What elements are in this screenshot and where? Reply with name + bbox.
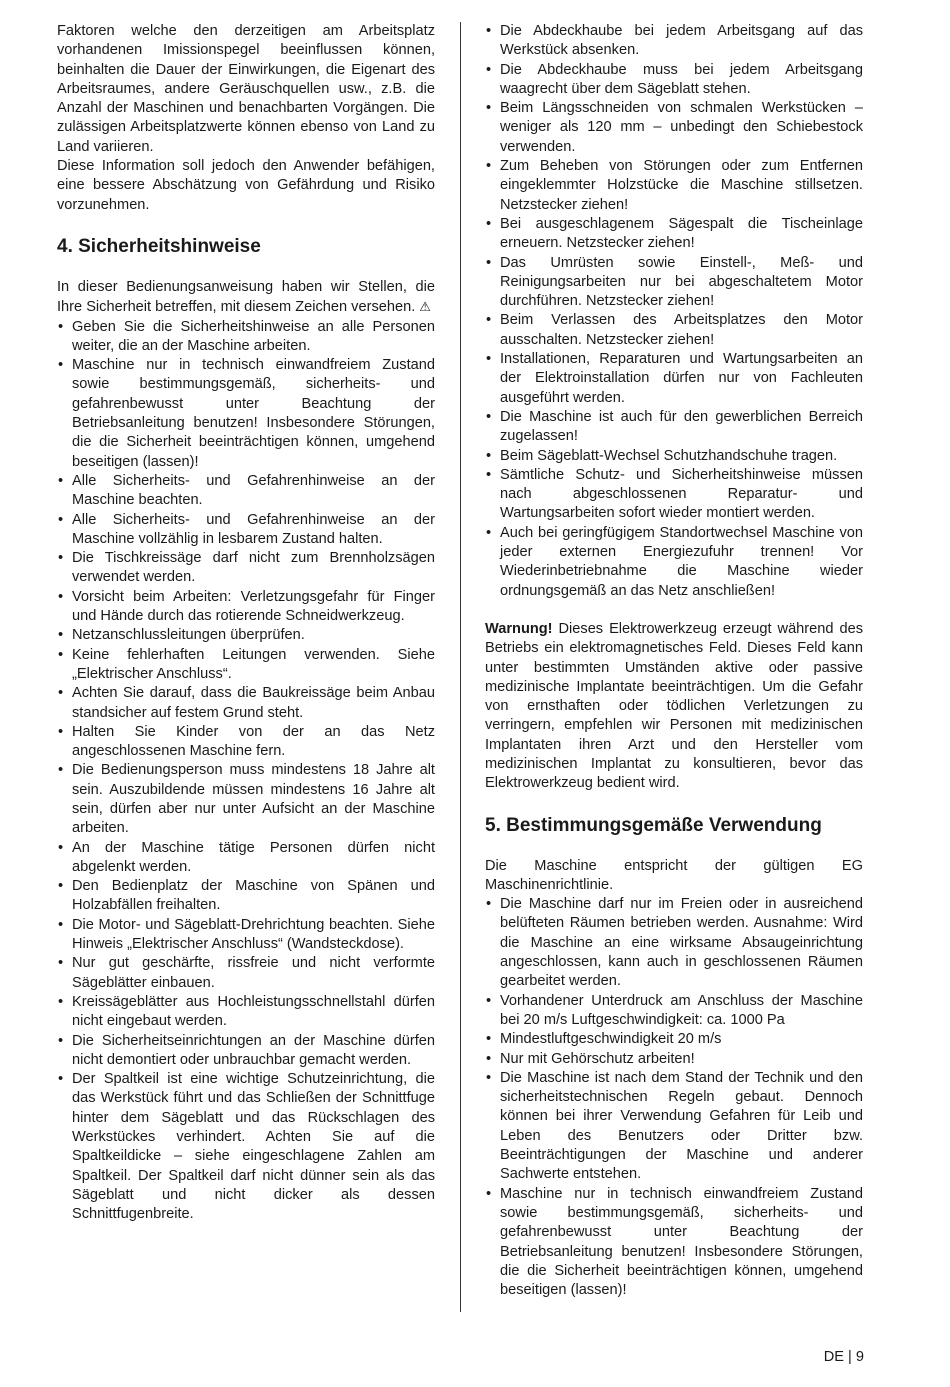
right-column <box>485 22 863 1300</box>
list-item: • Die Sicherheitseinrichtungen an der Maschine dürfen nicht demontiert oder unbrauchbar gemacht werden. <box>57 1032 435 1071</box>
list-item: • Alle Sicherheits- und Gefahrenhinweise an der Maschine beachten. <box>57 472 435 511</box>
intro-paragraph-1: Faktoren welche den derzeitigen am Arbeitsplatz vorhandenen Imissionspegel beeinflussen können, beinhalten die Dauer der Einwirkungen, die Eigenart des Arbeitsraumes, andere Geräuschquellen usw., z.B. die Anzahl der Maschinen und benachbarten Vorgängen. Die zulässigen Arbeitsplatzwerte können ebenso von Land zu Land variieren. <box>57 23 435 155</box>
list-item: • Bei ausgeschlagenem Sägespalt die Tischeinlage erneuern. Netzstecker ziehen! <box>485 215 863 254</box>
list-item: • Keine fehlerhaften Leitungen verwenden. Siehe „Elektrischer Anschluss“. <box>57 646 435 685</box>
warning-triangle-icon: ⚠ <box>419 299 431 315</box>
list-item: • Sämtliche Schutz- und Sicherheitshinweise müssen nach abgeschlossenen Reparatur- und Wartungsarbeiten sofort wieder montiert werden. <box>485 466 863 524</box>
list-item: • Die Tischkreissäge darf nicht zum Brennholzsägen verwendet werden. <box>57 549 435 588</box>
list-item: • Netzanschlussleitungen überprüfen. <box>57 626 435 645</box>
list-item: • Alle Sicherheits- und Gefahrenhinweise an der Maschine vollzählig in lesbarem Zustand halten. <box>57 511 435 550</box>
list-item: • Das Umrüsten sowie Einstell-, Meß- und Reinigungsarbeiten nur bei abgeschaltetem Motor durchführen. Netzstecker ziehen! <box>485 254 863 312</box>
list-item: • Kreissägeblätter aus Hochleistungsschnellstahl dürfen nicht eingebaut werden. <box>57 993 435 1032</box>
list-item: • Installationen, Reparaturen und Wartungsarbeiten an der Elektroinstallation dürfen nur von Fachleuten ausgeführt werden. <box>485 350 863 408</box>
list-item: • Mindestluftgeschwindigkeit 20 m/s <box>485 1030 863 1049</box>
column-divider <box>460 22 461 1312</box>
list-item: • Geben Sie die Sicherheitshinweise an alle Personen weiter, die an der Maschine arbeiten. <box>57 318 435 357</box>
list-item: • Beim Sägeblatt-Wechsel Schutzhandschuhe tragen. <box>485 447 863 466</box>
list-item: • Beim Längsschneiden von schmalen Werkstücken – weniger als 120 mm – unbedingt den Schiebestock verwenden. <box>485 99 863 157</box>
list-item: • Auch bei geringfügigem Standortwechsel Maschine von jeder externen Energiezufuhr trennen! Vor Wiederinbetriebnahme die Maschine wieder ordnungsgemäß an das Netz anschließen! <box>485 524 863 601</box>
list-item: • Nur mit Gehörschutz arbeiten! <box>485 1050 863 1069</box>
list-item: • Die Bedienungsperson muss mindestens 18 Jahre alt sein. Auszubildende müssen mindestens 16 Jahre alt sein, dürfen aber nur unter Aufsicht an der Maschine arbeiten. <box>57 761 435 838</box>
list-item: • Die Maschine ist auch für den gewerblichen Berreich zugelassen! <box>485 408 863 447</box>
page-number: DE | 9 <box>823 1349 864 1365</box>
list-item: • An der Maschine tätige Personen dürfen nicht abgelenkt werden. <box>57 839 435 878</box>
section-heading-safety: 4. Sicherheitshinweise <box>57 235 261 257</box>
list-item: • Maschine nur in technisch einwandfreiem Zustand sowie bestimmungsgemäß, sicherheits- und gefahrenbewusst unter Beachtung der Betriebsanleitung benutzen! Insbesondere Störungen, die die Sicherheit beeinträchtigen können, umgehend beseitigen (lassen)! <box>485 1185 863 1301</box>
section-heading-intended-use: 5. Bestimmungsgemäße Verwendung <box>485 814 822 836</box>
list-item: • Beim Verlassen des Arbeitsplatzes den Motor ausschalten. Netzstecker ziehen! <box>485 311 863 350</box>
list-item: • Die Motor- und Sägeblatt-Drehrichtung beachten. Siehe Hinweis „Elektrischer Anschluss“ (Wandsteckdose). <box>57 916 435 955</box>
list-item: • Die Maschine darf nur im Freien oder in ausreichend belüfteten Räumen betrieben werden. Ausnahme: Wird die Maschine an eine wirksame Absaugeinrichtung angeschlossen, kann auch in geschlossenen Räumen gearbeitet werden. <box>485 895 863 991</box>
list-item: • Die Abdeckhaube muss bei jedem Arbeitsgang waagrecht über dem Sägeblatt stehen. <box>485 61 863 100</box>
list-item: • Der Spaltkeil ist eine wichtige Schutzeinrichtung, die das Werkstück führt und das Schließen der Schnittfuge hinter dem Sägeblatt und das Rückschlagen des Werkstückes verhindert. Achten Sie auf die Spaltkeildicke – siehe eingeschlagene Zahlen am Spaltkeil. Der Spaltkeil darf nicht dünner sein als das Sägeblatt und nicht dicker als dessen Schnittfugenbreite. <box>57 1070 435 1224</box>
safety-list-continued <box>485 22 863 601</box>
safety-lead: In dieser Bedienungsanweisung haben wir Stellen, die Ihre Sicherheit betreffen, mit diesem Zeichen versehen. ⚠ <box>57 278 435 316</box>
list-item: • Zum Beheben von Störungen oder zum Entfernen eingeklemmter Holzstücke die Maschine stillsetzen. Netzstecker ziehen! <box>485 157 863 215</box>
list-item: • Den Bedienplatz der Maschine von Spänen und Holzabfällen freihalten. <box>57 877 435 916</box>
intended-use-list <box>485 895 863 1300</box>
list-item: • Achten Sie darauf, dass die Baukreissäge beim Anbau standsicher auf festem Grund steht. <box>57 684 435 723</box>
left-column <box>57 22 435 1225</box>
list-item: • Halten Sie Kinder von der an das Netz angeschlossenen Maschine fern. <box>57 723 435 762</box>
list-item: • Nur gut geschärfte, rissfreie und nicht verformte Sägeblätter einbauen. <box>57 954 435 993</box>
warning-paragraph <box>485 620 863 794</box>
warning-text: Dieses Elektrowerkzeug erzeugt während des Betriebs ein elektromagnetisches Feld. Dieses Feld kann unter bestimmten Umständen aktive oder passive medizinische Implantate beeinträchtigen. Um die Gefahr von ernsthaften oder tödlichen Verletzungen zu verringern, empfehlen wir Personen mit medizinischen Implantaten ihren Arzt und den Hersteller vom medizinischen Implantat zu konsultieren, bevor das Elektrowerkzeug bedient wird. <box>485 620 863 792</box>
list-item: • Die Abdeckhaube bei jedem Arbeitsgang auf das Werkstück absenken. <box>485 22 863 61</box>
intro-paragraph-2: Diese Information soll jedoch den Anwender befähigen, eine bessere Abschätzung von Gefährdung und Risiko vorzunehmen. <box>57 158 435 213</box>
list-item: • Maschine nur in technisch einwandfreiem Zustand sowie bestimmungsgemäß, sicherheits- und gefahrenbewusst unter Beachtung der Betriebsanleitung benutzen! Insbesondere Störungen, die die Sicherheit beeinträchtigen können, umgehend beseitigen (lassen)! <box>57 356 435 472</box>
list-item: • Die Maschine ist nach dem Stand der Technik und den sicherheitstechnischen Regeln gebaut. Dennoch können bei ihrer Verwendung Gefahren für Leib und Leben des Benutzers oder Dritter bzw. Beeinträchtigungen der Maschine und anderer Sachwerte entstehen. <box>485 1069 863 1185</box>
warning-label: Warnung! <box>485 620 553 637</box>
safety-list <box>57 318 435 1225</box>
intended-use-lead: Die Maschine entspricht der gültigen EG Maschinenrichtlinie. <box>485 857 863 893</box>
list-item: • Vorhandener Unterdruck am Anschluss der Maschine bei 20 m/s Luftgeschwindigkeit: ca. 1000 Pa <box>485 992 863 1031</box>
list-item: • Vorsicht beim Arbeiten: Verletzungsgefahr für Finger und Hände durch das rotierende Schneidwerkzeug. <box>57 588 435 627</box>
